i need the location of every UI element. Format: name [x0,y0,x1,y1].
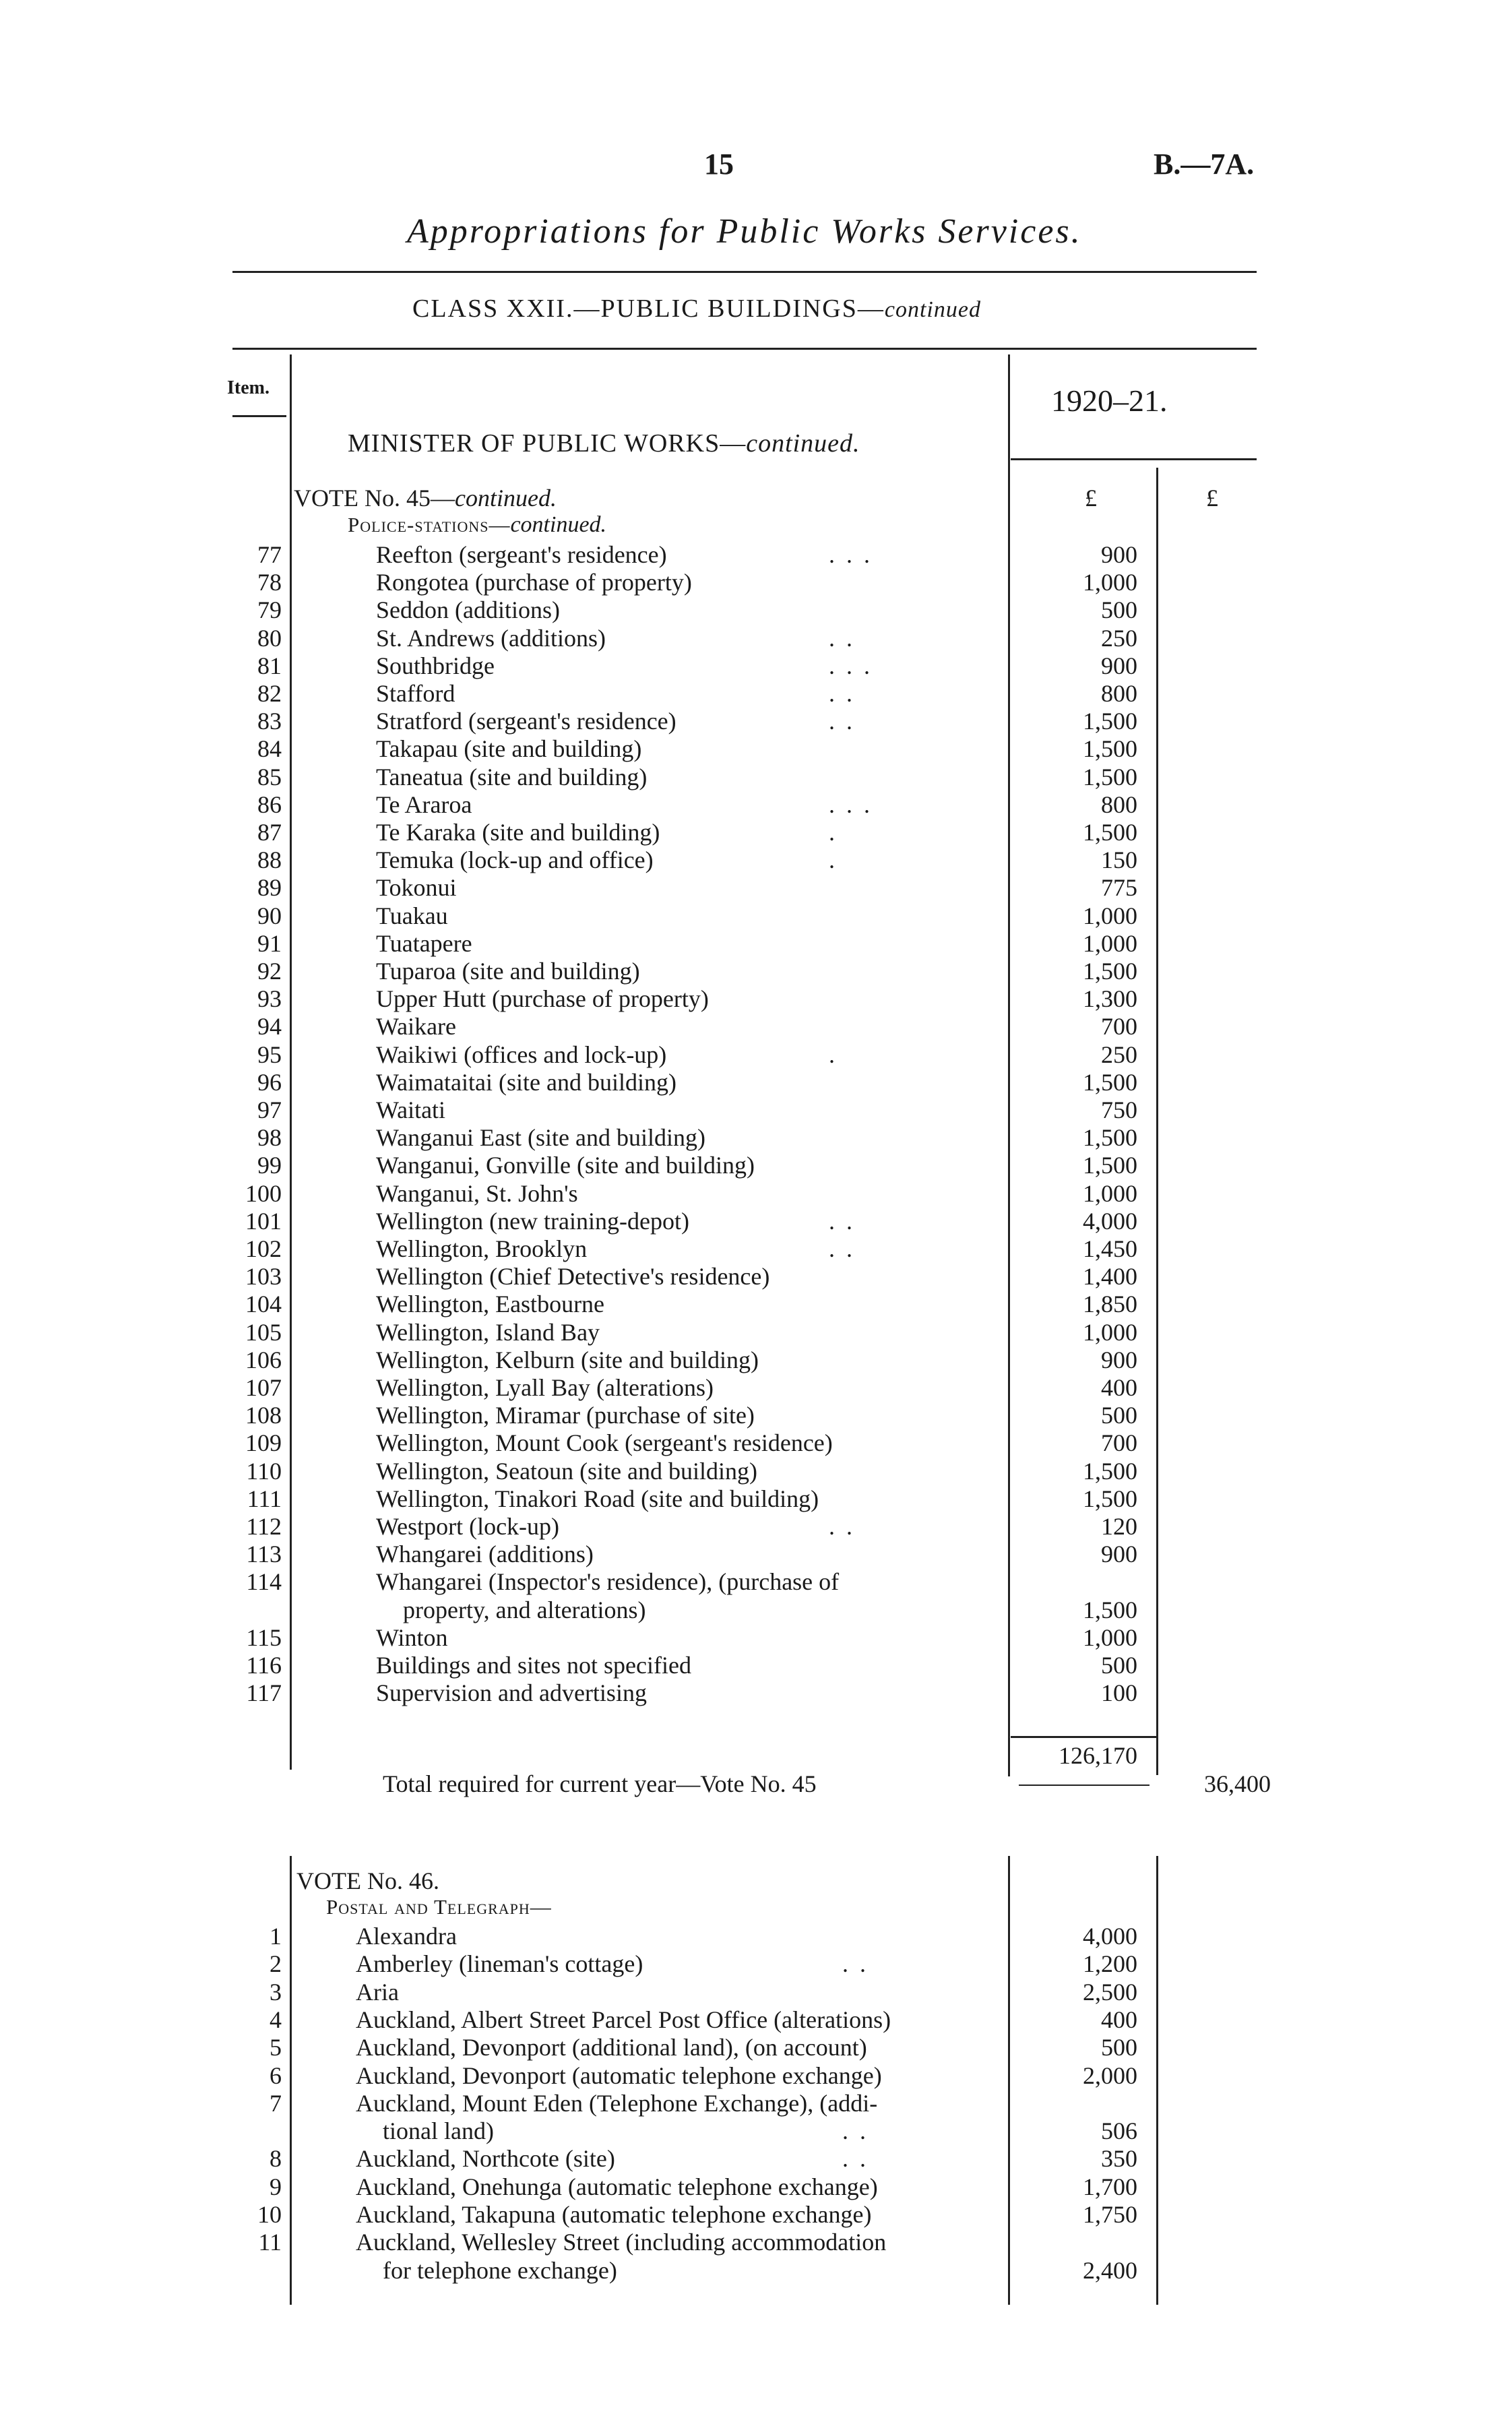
item-description: Wellington, Island Bay [376,1318,600,1346]
vote45-total-label: Total required for current year—Vote No. 45 [383,1770,817,1797]
item-description: Takapau (site and building) [376,735,642,763]
item-amount: 1,000 [1083,902,1137,929]
item-number: 77 [257,541,282,568]
item-amount: 2,500 [1083,1978,1137,2006]
item-amount: 400 [1101,1374,1137,1401]
item-description-continued: property, and alterations) [403,1596,646,1623]
pound-sign-col2: £ [1206,485,1218,511]
item-column-header: Item. [227,377,270,398]
item-amount: 2,000 [1083,2061,1137,2089]
item-amount: 500 [1101,2034,1137,2061]
item-amount: 4,000 [1083,1923,1137,1950]
item-amount: 500 [1101,596,1137,624]
item-description: Tokonui [376,874,457,902]
item-number: 105 [245,1318,282,1346]
rule-top [232,271,1257,273]
item-number: 87 [257,819,282,846]
item-description: Rongotea (purchase of property) [376,569,692,596]
leader-dots: . . . [829,652,873,679]
item-number: 91 [257,929,282,957]
rule-year-under [1011,458,1257,460]
leader-dots: . [829,1041,838,1068]
item-amount: 150 [1101,846,1137,874]
leader-dots: . . [842,1950,869,1978]
item-description: Seddon (additions) [376,596,560,624]
item-amount: 700 [1101,1429,1137,1457]
item-amount: 4,000 [1083,1207,1137,1235]
item-amount: 1,450 [1083,1235,1137,1262]
item-number: 107 [245,1374,282,1401]
item-amount: 1,000 [1083,1179,1137,1207]
item-amount: 1,500 [1083,708,1137,735]
item-number: 111 [247,1485,282,1512]
page-number: 15 [704,148,734,181]
item-number: 116 [246,1652,282,1679]
item-number: 113 [246,1541,282,1568]
item-description: Southbridge [376,652,495,679]
vote45-subheading [348,512,606,538]
item-description: Wellington, Brooklyn [376,1235,588,1262]
item-amount: 900 [1101,1541,1137,1568]
item-description: Westport (lock-up) [376,1513,560,1540]
item-number: 82 [257,680,282,707]
item-amount: 500 [1101,1652,1137,1679]
item-description-continued: tional land) [383,2117,494,2145]
item-amount: 1,000 [1083,1623,1137,1651]
item-amount: 100 [1101,1679,1137,1707]
item-amount: 750 [1101,1096,1137,1123]
rule-item-col-lower [290,1856,292,2305]
item-description: Taneatua (site and building) [376,763,648,790]
vote45-subheading-main: Police-stations— [348,513,511,536]
item-amount: 506 [1101,2117,1137,2145]
item-number: 84 [257,735,282,763]
vote45-subtotal: 126,170 [1059,1742,1137,1769]
leader-dots: . . . [829,790,873,818]
item-number: 80 [257,624,282,652]
item-amount: 120 [1101,1513,1137,1540]
leader-dots: . [829,846,838,874]
vote45-total: 36,400 [1204,1770,1271,1797]
item-amount: 1,000 [1083,569,1137,596]
item-description: Waikare [376,1013,457,1041]
item-description: Auckland, Devonport (additional land), (on account) [356,2034,867,2061]
item-number: 9 [270,2173,282,2200]
item-description: Auckland, Onehunga (automatic telephone exchange) [356,2173,878,2200]
leader-dots: . . [842,2145,869,2173]
pound-sign-col1: £ [1085,485,1097,511]
item-number: 117 [246,1679,282,1707]
item-description: Te Araroa [376,790,472,818]
item-description-continued: for telephone exchange) [383,2256,617,2284]
item-description: Wanganui, St. John's [376,1179,578,1207]
item-description: St. Andrews (additions) [376,624,606,652]
item-number: 4 [270,2006,282,2033]
vote46-subheading: Postal and Telegraph— [326,1895,552,1919]
item-amount: 1,500 [1083,1596,1137,1623]
item-description: Stratford (sergeant's residence) [376,708,676,735]
item-number: 90 [257,902,282,929]
item-number: 106 [245,1346,282,1373]
item-amount: 775 [1101,874,1137,902]
item-number: 3 [270,1978,282,2006]
item-description: Tuakau [376,902,448,929]
item-description: Auckland, Takapuna (automatic telephone exchange) [356,2201,872,2228]
rule-amount-mid-lower [1156,1856,1158,2305]
item-number: 95 [257,1041,282,1068]
item-description: Wellington, Seatoun (site and building) [376,1457,758,1485]
leader-dots: . . [829,680,855,707]
item-number: 108 [245,1402,282,1429]
rule-amount-left-lower [1008,1856,1010,2305]
rule-header [232,348,1257,350]
item-amount: 1,700 [1083,2173,1137,2200]
item-amount: 1,500 [1083,1068,1137,1096]
class-heading-main: CLASS XXII.—PUBLIC BUILDINGS— [412,294,885,323]
item-amount: 1,200 [1083,1950,1137,1978]
item-amount: 1,000 [1083,929,1137,957]
item-number: 83 [257,708,282,735]
item-description: Wanganui, Gonville (site and building) [376,1152,755,1179]
year-column-header: 1920–21. [1051,383,1168,418]
item-amount: 400 [1101,2006,1137,2033]
item-amount: 1,500 [1083,819,1137,846]
item-description: Wellington, Eastbourne [376,1291,605,1318]
item-description: Supervision and advertising [376,1679,647,1707]
leader-dots: . . [829,1207,855,1235]
item-number: 102 [245,1235,282,1262]
item-description: Winton [376,1623,448,1651]
item-description: Temuka (lock-up and office) [376,846,654,874]
item-number: 112 [246,1513,282,1540]
item-number: 96 [257,1068,282,1096]
item-description: Upper Hutt (purchase of property) [376,985,709,1013]
item-description: Wellington, Kelburn (site and building) [376,1346,759,1373]
item-description: Wellington (Chief Detective's residence) [376,1263,770,1291]
rule-amount-left [1008,354,1010,1776]
leader-dots: . . . [829,541,873,568]
item-description: Wellington (new training-depot) [376,1207,689,1235]
item-number: 100 [245,1179,282,1207]
item-amount: 250 [1101,624,1137,652]
item-amount: 2,400 [1083,2256,1137,2284]
item-description: Auckland, Mount Eden (Telephone Exchange), (addi- [356,2089,878,2117]
page-title: Appropriations for Public Works Services. [407,212,1082,251]
item-amount: 800 [1101,790,1137,818]
item-description: Waikiwi (offices and lock-up) [376,1041,667,1068]
item-amount: 1,500 [1083,958,1137,985]
item-description: Wellington, Lyall Bay (alterations) [376,1374,714,1401]
item-number: 94 [257,1013,282,1041]
item-description: Alexandra [356,1923,457,1950]
item-number: 11 [258,2229,282,2256]
item-amount: 900 [1101,1346,1137,1373]
item-number: 85 [257,763,282,790]
item-description: Auckland, Albert Street Parcel Post Office (alterations) [356,2006,891,2033]
item-number: 104 [245,1291,282,1318]
item-number: 7 [270,2089,282,2117]
item-amount: 1,500 [1083,763,1137,790]
item-description: Wellington, Miramar (purchase of site) [376,1402,755,1429]
item-amount: 500 [1101,1402,1137,1429]
vote45-heading-main: VOTE No. 45— [294,485,455,511]
item-amount: 1,500 [1083,1124,1137,1152]
item-number: 89 [257,874,282,902]
class-heading-continued: continued [884,297,981,322]
item-amount: 1,500 [1083,1457,1137,1485]
item-amount: 800 [1101,680,1137,707]
item-number: 99 [257,1152,282,1179]
item-number: 109 [245,1429,282,1457]
item-number: 98 [257,1124,282,1152]
item-description: Whangarei (Inspector's residence), (purchase of [376,1568,840,1596]
minister-heading [348,429,860,458]
leader-dots: . . [842,2117,869,2145]
item-description: Tuparoa (site and building) [376,958,640,985]
item-number: 97 [257,1096,282,1123]
vote45-heading [294,484,557,512]
item-number: 79 [257,596,282,624]
item-description: Auckland, Wellesley Street (including accommodation [356,2229,887,2256]
item-number: 114 [246,1568,282,1596]
rule-subtotal [1011,1736,1156,1738]
vote46-heading: VOTE No. 46. [296,1867,439,1894]
leader-dots: . . [829,708,855,735]
item-description: Auckland, Devonport (automatic telephone exchange) [356,2061,882,2089]
item-description: Te Karaka (site and building) [376,819,660,846]
item-number: 78 [257,569,282,596]
document-reference: B.—7A. [1154,148,1255,181]
item-number: 8 [270,2145,282,2173]
item-description: Reefton (sergeant's residence) [376,541,667,568]
item-amount: 1,500 [1083,1485,1137,1512]
item-amount: 1,400 [1083,1263,1137,1291]
item-amount: 1,300 [1083,985,1137,1013]
item-description: Wellington, Tinakori Road (site and building) [376,1485,819,1512]
item-description: Wellington, Mount Cook (sergeant's residence) [376,1429,833,1457]
leader-dots: . [829,819,838,846]
item-amount: 1,000 [1083,1318,1137,1346]
item-number: 115 [246,1623,282,1651]
vote45-heading-continued: continued. [454,485,557,511]
item-number: 86 [257,790,282,818]
item-amount: 350 [1101,2145,1137,2173]
item-number: 1 [270,1923,282,1950]
item-number: 103 [245,1263,282,1291]
minister-heading-main: MINISTER OF PUBLIC WORKS— [348,429,747,458]
item-number: 2 [270,1950,282,1978]
leader-dots: . . [829,1513,855,1540]
item-number: 93 [257,985,282,1013]
vote45-subheading-continued: continued. [510,512,607,537]
class-heading [412,294,981,323]
item-number: 88 [257,846,282,874]
leader-dots: . . [829,1235,855,1262]
rule-item-col [290,354,292,1770]
item-description: Waimataitai (site and building) [376,1068,676,1096]
item-description: Waitati [376,1096,446,1123]
item-amount: 1,500 [1083,1152,1137,1179]
item-number: 110 [246,1457,282,1485]
item-description: Auckland, Northcote (site) [356,2145,615,2173]
item-description: Wanganui East (site and building) [376,1124,705,1152]
item-description: Whangarei (additions) [376,1541,594,1568]
item-amount: 900 [1101,541,1137,568]
item-number: 101 [245,1207,282,1235]
item-number: 5 [270,2034,282,2061]
item-description: Tuatapere [376,929,472,957]
item-amount: 700 [1101,1013,1137,1041]
item-amount: 900 [1101,652,1137,679]
rule-item-under [232,415,286,417]
item-number: 81 [257,652,282,679]
rule-subtotal-dash [1019,1785,1149,1786]
minister-heading-continued: continued. [746,429,860,458]
item-number: 10 [257,2201,282,2228]
leader-dots: . . [829,624,855,652]
item-description: Buildings and sites not specified [376,1652,691,1679]
item-amount: 1,750 [1083,2201,1137,2228]
item-amount: 1,500 [1083,735,1137,763]
item-amount: 250 [1101,1041,1137,1068]
item-description: Aria [356,1978,399,2006]
item-amount: 1,850 [1083,1291,1137,1318]
item-description: Amberley (lineman's cottage) [356,1950,643,1978]
item-description: Stafford [376,680,455,707]
item-number: 6 [270,2061,282,2089]
rule-amount-mid [1156,468,1158,1775]
item-number: 92 [257,958,282,985]
